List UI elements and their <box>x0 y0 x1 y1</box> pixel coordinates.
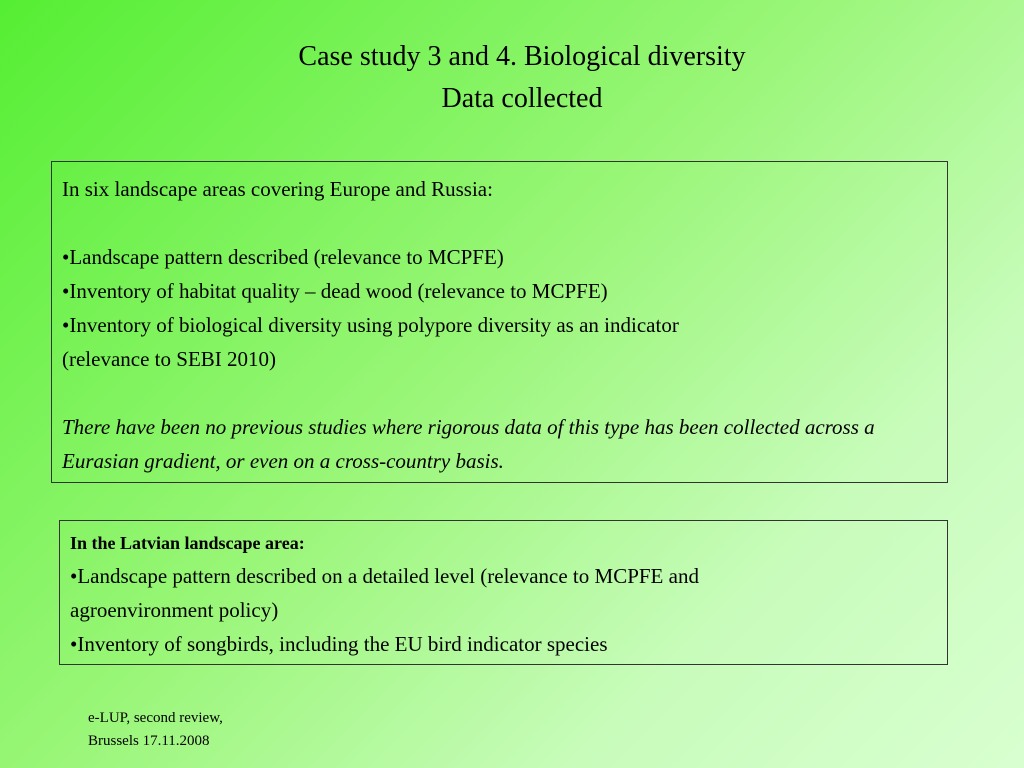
slide-title <box>0 36 1024 120</box>
title-line-2: Data collected <box>441 83 603 114</box>
bullet-landscape-pattern: • Landscape pattern described (relevance to MCPFE) <box>62 240 937 274</box>
latvian-area-box <box>59 520 948 665</box>
title-line-1: Case study 3 and 4. Biological diversity <box>298 41 746 72</box>
bullet-habitat-quality: • Inventory of habitat quality – dead wood (relevance to MCPFE) <box>62 274 937 308</box>
footer-line-2: Brussels 17.11.2008 <box>88 733 210 749</box>
bullet-detailed-pattern-cont: agroenvironment policy) <box>70 598 279 622</box>
footer <box>88 707 223 753</box>
spacer <box>62 376 937 410</box>
bullet-detailed-pattern: • Landscape pattern described on a detailed level (relevance to MCPFE and <box>70 559 937 593</box>
note-text: There have been no previous studies where rigorous data of this type has been collected across a Eurasian gradient, or even on a cross-country basis. <box>62 415 875 473</box>
bullet-songbirds: • Inventory of songbirds, including the EU bird indicator species <box>70 627 937 661</box>
landscape-areas-box <box>51 161 948 483</box>
intro-text: In six landscape areas covering Europe and Russia: <box>62 177 493 201</box>
bullet-biological-diversity: • Inventory of biological diversity using polypore diversity as an indicator <box>62 308 937 342</box>
bullet-biological-diversity-cont: (relevance to SEBI 2010) <box>62 347 277 371</box>
footer-line-1: e-LUP, second review, <box>88 710 223 726</box>
spacer <box>62 206 937 240</box>
latvian-heading: In the Latvian landscape area: <box>70 533 305 553</box>
